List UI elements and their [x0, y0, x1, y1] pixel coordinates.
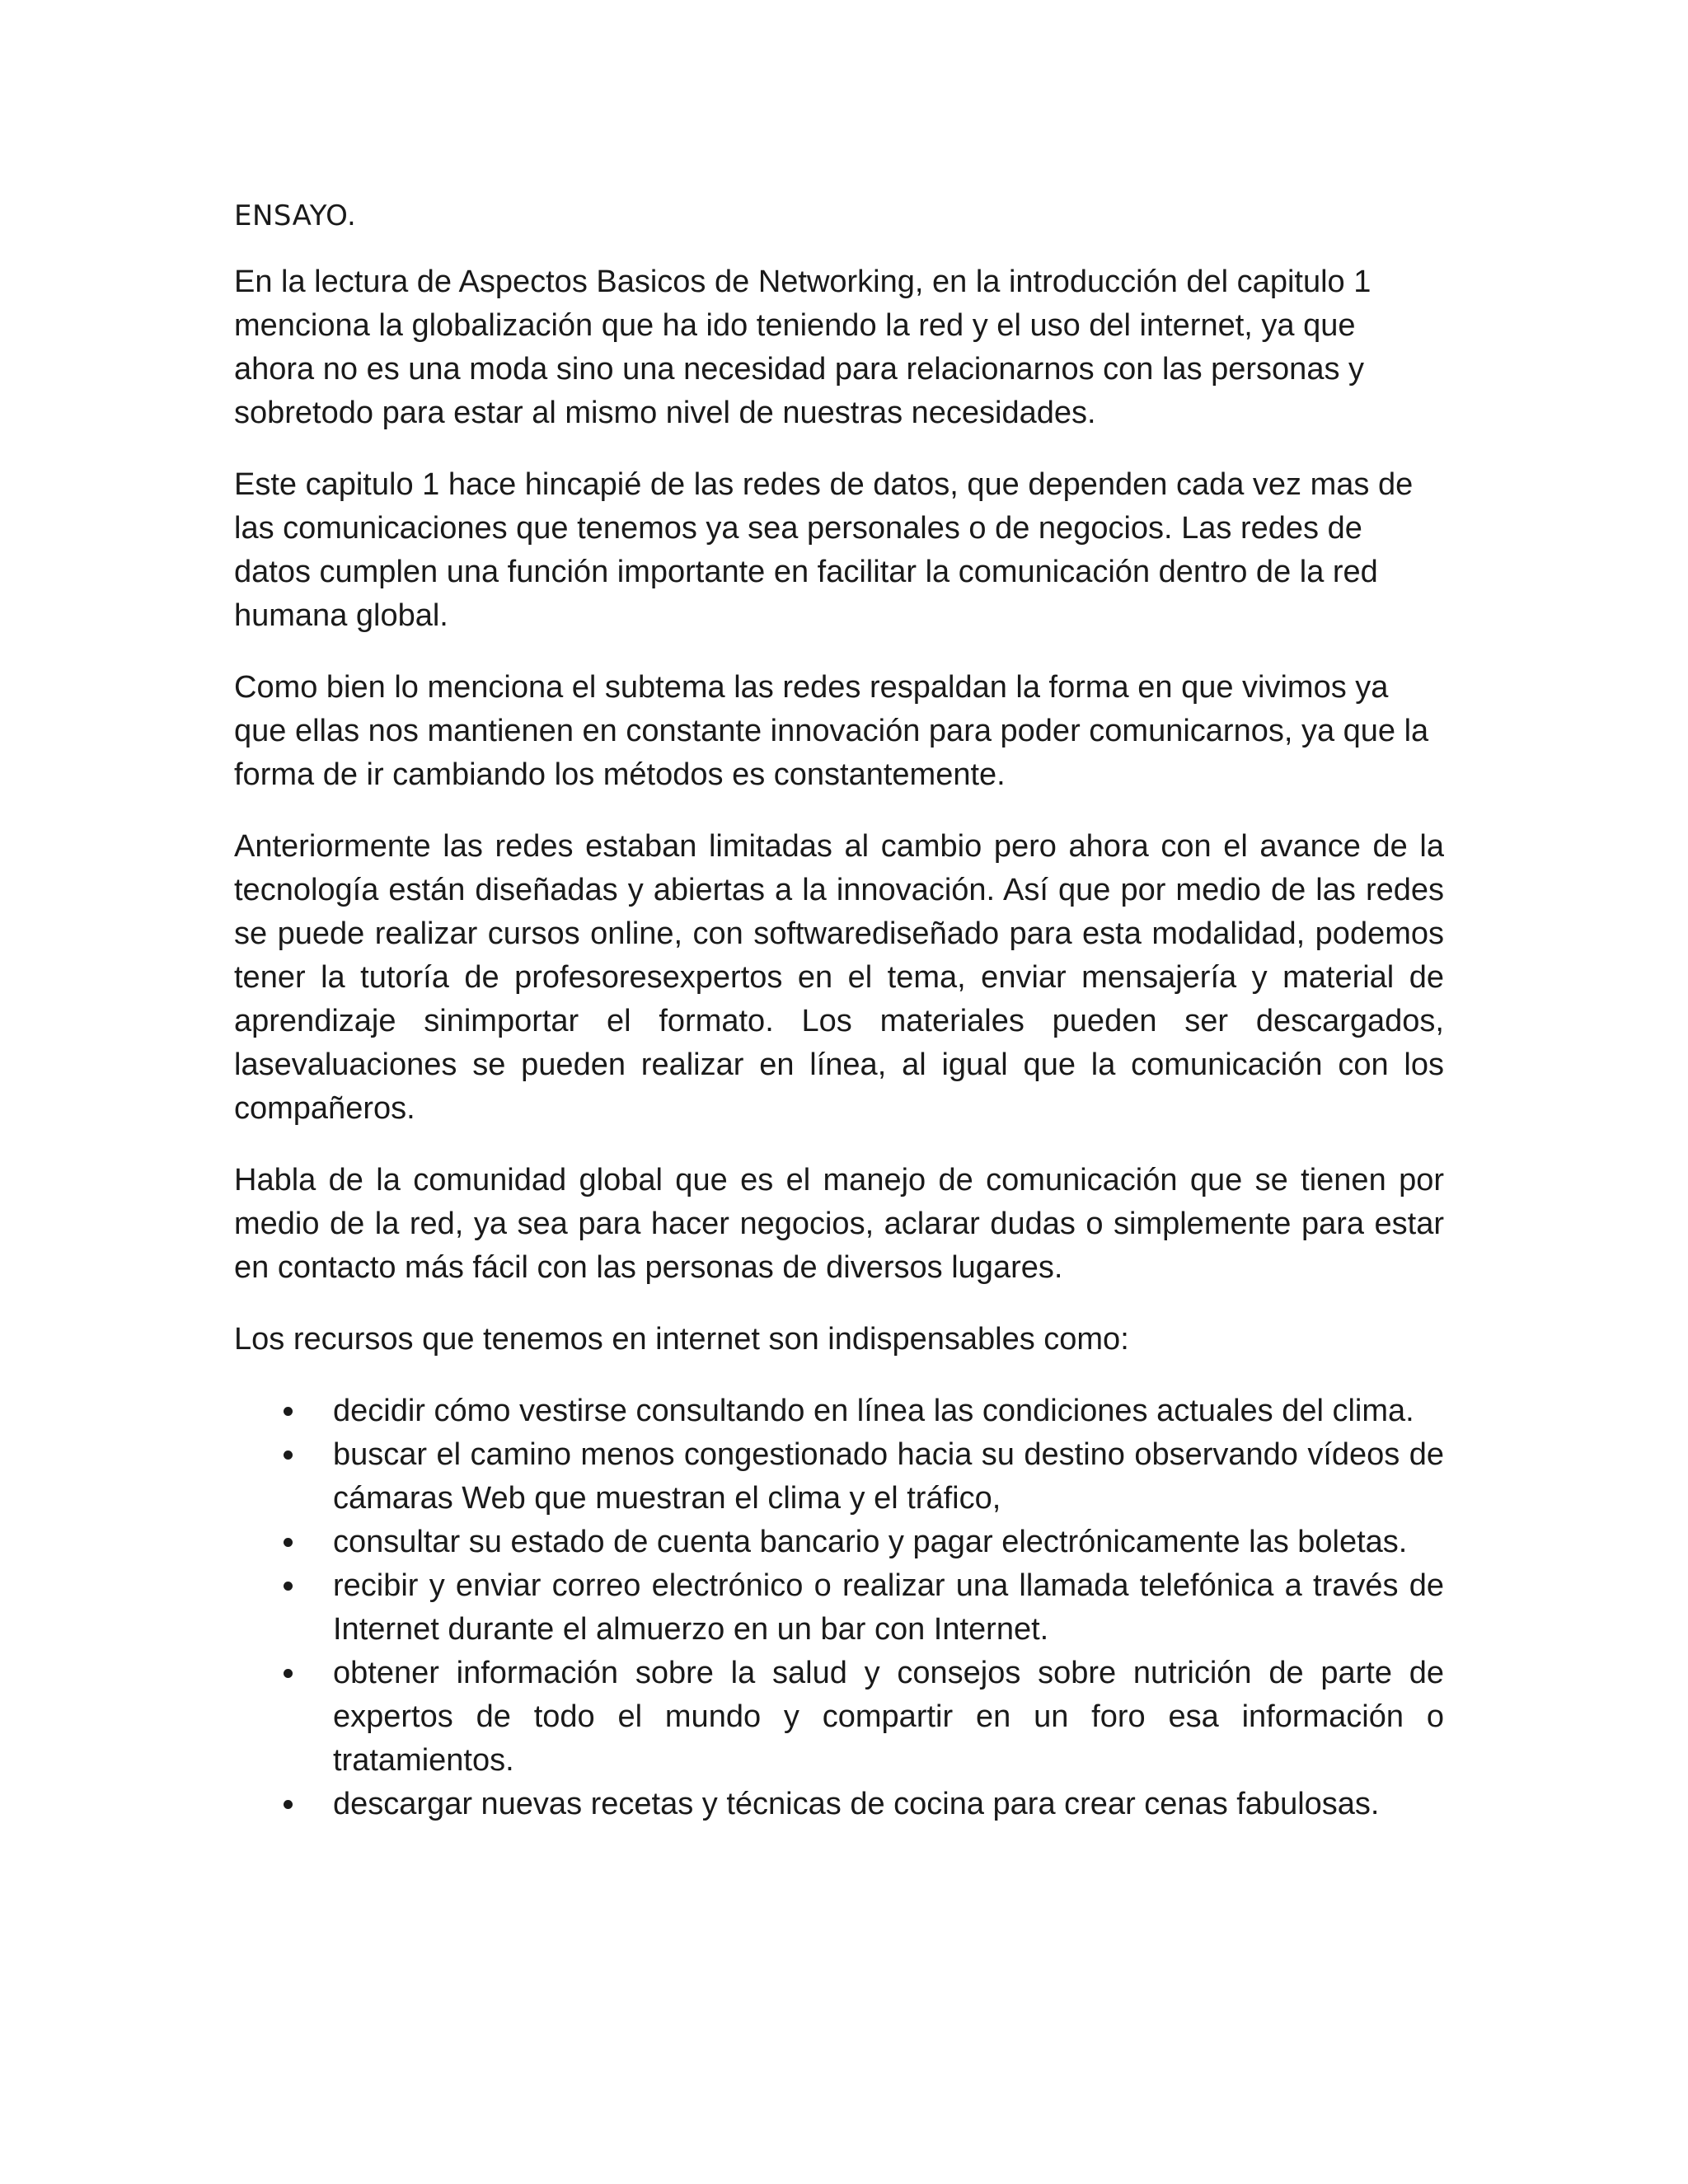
bullet-icon	[284, 1800, 293, 1809]
paragraph-subtopic: Como bien lo menciona el subtema las redes respaldan la forma en que vivimos ya que ellas nos mantienen en constante innovación para poder comunicarnos, ya que la forma de ir cambiando los métodos es constantemente.	[234, 670, 1429, 792]
paragraph-innovation: Anteriormente las redes estaban limitadas al cambio pero ahora con el avance de la tecnología están diseñadas y abiertas a la innovación. Así que por medio de las redes se puede realizar cursos online, con softwarediseñado para esta modalidad, podemos tener la tutoría de profesoresexpertos en el tema, enviar mensajería y material de aprendizaje sinimportar el formato. Los materiales pueden ser descargados, lasevaluaciones se pueden realizar en línea, al igual que la comunicación con los compañeros.	[234, 829, 1444, 1126]
bullet-icon	[284, 1407, 293, 1416]
paragraph-data-networks: Este capitulo 1 hace hincapié de las redes de datos, que dependen cada vez mas de las comunicaciones que tenemos ya sea personales o de negocios. Las redes de datos cumplen una función importante en facilitar la comunicación dentro de la red humana global.	[234, 467, 1414, 633]
bullet-icon	[284, 1538, 293, 1547]
bullet-icon	[284, 1582, 293, 1591]
list-item	[234, 1433, 1444, 1521]
list-item-text: buscar el camino menos congestionado hacia su destino observando vídeos de cámaras Web que muestran el clima y el tráfico,	[333, 1437, 1444, 1516]
list-item-text: consultar su estado de cuenta bancario y pagar electrónicamente las boletas.	[333, 1525, 1408, 1559]
list-item-text: obtener información sobre la salud y consejos sobre nutrición de parte de expertos de todo el mundo y compartir en un foro esa información o tratamientos.	[333, 1656, 1444, 1778]
document-body	[234, 196, 1444, 1826]
list-item	[234, 1652, 1444, 1783]
list-item	[234, 1521, 1444, 1564]
bullet-icon	[284, 1669, 293, 1678]
resources-list	[234, 1390, 1444, 1826]
list-item-text: decidir cómo vestirse consultando en línea las condiciones actuales del clima.	[333, 1394, 1414, 1428]
paragraph-global-community: Habla de la comunidad global que es el manejo de comunicación que se tienen por medio de la red, ya sea para hacer negocios, aclarar dudas o simplemente para estar en contacto más fácil con las personas de diversos lugares.	[234, 1163, 1444, 1285]
list-item	[234, 1783, 1444, 1826]
list-item-text: recibir y enviar correo electrónico o realizar una llamada telefónica a través de Internet durante el almuerzo en un bar con Internet.	[333, 1568, 1444, 1647]
paragraph-intro: En la lectura de Aspectos Basicos de Networking, en la introducción del capitulo 1 menciona la globalización que ha ido teniendo la red y el uso del internet, ya que ahora no es una moda sino una necesidad para relacionarnos con las personas y sobretodo para estar al mismo nivel de nuestras necesidades.	[234, 265, 1372, 430]
paragraph-resources-intro: Los recursos que tenemos en internet son indispensables como:	[234, 1322, 1129, 1357]
list-item	[234, 1390, 1444, 1433]
list-item-text: descargar nuevas recetas y técnicas de cocina para crear cenas fabulosas.	[333, 1787, 1380, 1821]
bullet-icon	[284, 1451, 293, 1460]
list-item	[234, 1564, 1444, 1652]
document-title: ENSAYO.	[234, 199, 357, 232]
